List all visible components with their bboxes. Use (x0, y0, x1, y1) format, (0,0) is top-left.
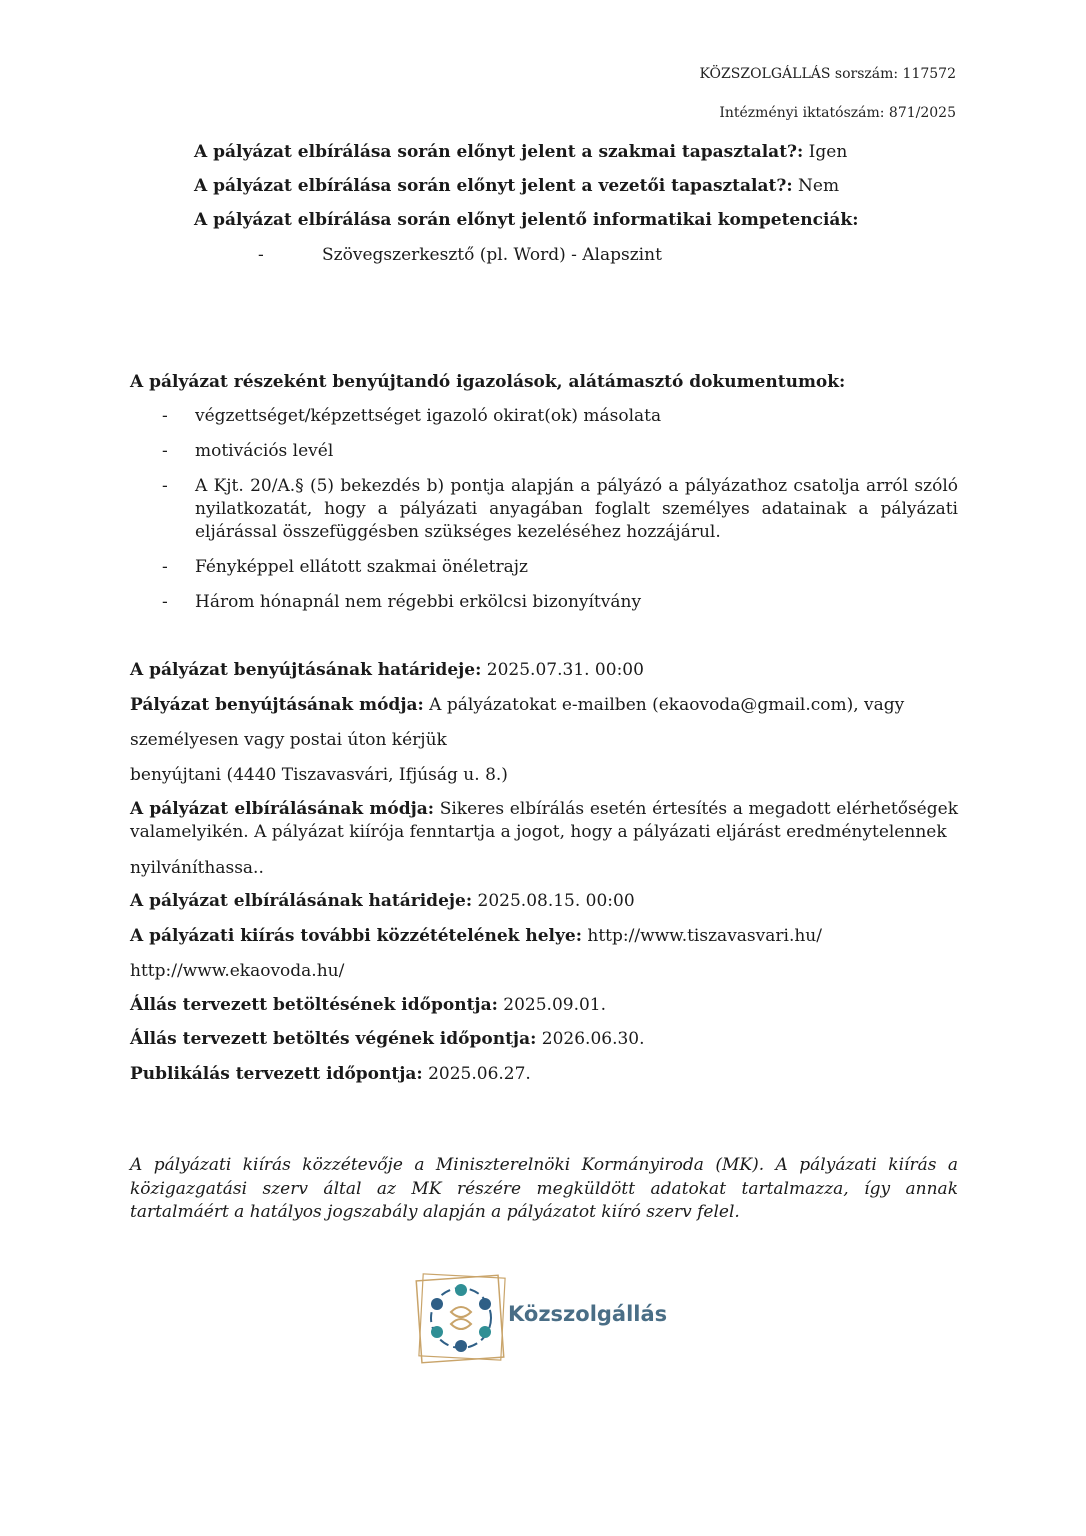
bullet-dash: - (162, 557, 168, 577)
bullet-dash: - (162, 406, 168, 426)
advantage-professional-experience (194, 141, 1022, 164)
serial-number: KÖZSZOLGÁLLÁS sorszám: 117572 (699, 66, 956, 82)
field-value: 2025.06.27. (422, 1064, 531, 1084)
publication-place (130, 925, 958, 948)
bullet-dash: - (162, 592, 168, 612)
field-label: Pályázat benyújtásának módja: (130, 695, 424, 715)
kozszolgallas-logo (415, 1272, 675, 1364)
kozszolgallas-emblem-icon (415, 1272, 507, 1364)
document-item (130, 475, 958, 545)
documents-heading: A pályázat részeként benyújtandó igazolások, alátámasztó dokumentumok: (130, 372, 846, 392)
planned-start-date (130, 994, 958, 1017)
advantage-label: A pályázat elbírálása során előnyt jelentő informatikai kompetenciák: (194, 210, 859, 230)
field-value: 2026.06.30. (536, 1029, 645, 1049)
publication-url: http://www.tiszavasvari.hu/ (581, 926, 822, 946)
evaluation-method (130, 798, 958, 844)
document-item (130, 556, 958, 579)
submission-deadline (130, 659, 958, 682)
document-item-text: Három hónapnál nem régebbi erkölcsi bizonyítvány (195, 592, 642, 612)
planned-end-date (130, 1028, 958, 1051)
advantage-value: Nem (792, 176, 840, 196)
submission-method-line2: személyesen vagy postai úton kérjük (130, 730, 447, 750)
submission-method (130, 694, 958, 717)
document-item-text: Fényképpel ellátott szakmai önéletrajz (195, 557, 528, 577)
bullet-dash: - (162, 476, 168, 496)
document-item-text: motivációs levél (195, 441, 334, 461)
submission-address: benyújtani (4440 Tiszavasvári, Ifjúság u. 8.) (130, 765, 508, 785)
field-label: Publikálás tervezett időpontja: (130, 1064, 423, 1084)
field-label: Állás tervezett betöltésének időpontja: (130, 995, 498, 1015)
field-label: A pályázat elbírálásának határideje: (130, 891, 473, 911)
field-value: 2025.09.01. (497, 995, 607, 1015)
it-skill-item: Szövegszerkesztő (pl. Word) - Alapszint (322, 245, 662, 265)
planned-publish-date (130, 1063, 958, 1086)
field-value: 2025.07.31. 00:00 (481, 660, 644, 680)
advantage-leadership-experience (194, 175, 1022, 198)
field-label: A pályázat benyújtásának határideje: (130, 660, 482, 680)
field-label: A pályázati kiírás további közzétételének helye: (130, 926, 582, 946)
advantage-label: A pályázat elbírálása során előnyt jelent a szakmai tapasztalat?: (194, 142, 804, 162)
evaluation-deadline (130, 890, 958, 913)
advantage-value: Igen (803, 142, 848, 162)
publisher-disclaimer: A pályázati kiírás közzétevője a Miniszterelnöki Kormányiroda (MK). A pályázati kiírás a közigazgatási szerv által az MK részére megküldött adatokat tartalmazza, így annak tartalmáért a hatályos jogszabály alapján a pályázatot kiíró szerv felel. (130, 1155, 958, 1222)
bullet-dash: - (162, 441, 168, 461)
document-item (130, 440, 958, 463)
field-value: 2025.08.15. 00:00 (472, 891, 635, 911)
field-label: A pályázat elbírálásának módja: (130, 799, 435, 819)
field-label: Állás tervezett betöltés végének időpontja: (130, 1029, 537, 1049)
document-item (130, 405, 958, 428)
advantage-it-competencies (194, 209, 1022, 232)
filing-number: Intézményi iktatószám: 871/2025 (719, 105, 956, 121)
it-skill-dash: - (258, 245, 264, 265)
document-item-text: A Kjt. 20/A.§ (5) bekezdés b) pontja alapján a pályázó a pályázathoz csatolja arról szóló nyilatkozatát, hogy a pályázati anyagában foglalt személyes adatainak a pályázati eljárással összefüggésben szükséges kezeléséhez hozzájárul. (195, 476, 958, 542)
field-value: A pályázatokat e-mailben (ekaovoda@gmail.com), vagy (423, 695, 905, 715)
evaluation-method-line3: nyilváníthassa.. (130, 858, 264, 878)
document-item-text: végzettséget/képzettséget igazoló okirat(ok) másolata (195, 406, 662, 426)
document-item (130, 591, 958, 614)
advantage-label: A pályázat elbírálása során előnyt jelent a vezetői tapasztalat?: (194, 176, 793, 196)
field-value: Sikeres elbírálás esetén értesítés a megadott elérhetőségek valamelyikén. A pályázat kiírója fenntartja a jogot, hogy a pályázati eljárást eredménytelennek (130, 799, 958, 842)
logo-wordmark: Közszolgállás (508, 1302, 668, 1326)
publication-url: http://www.ekaovoda.hu/ (130, 961, 345, 981)
